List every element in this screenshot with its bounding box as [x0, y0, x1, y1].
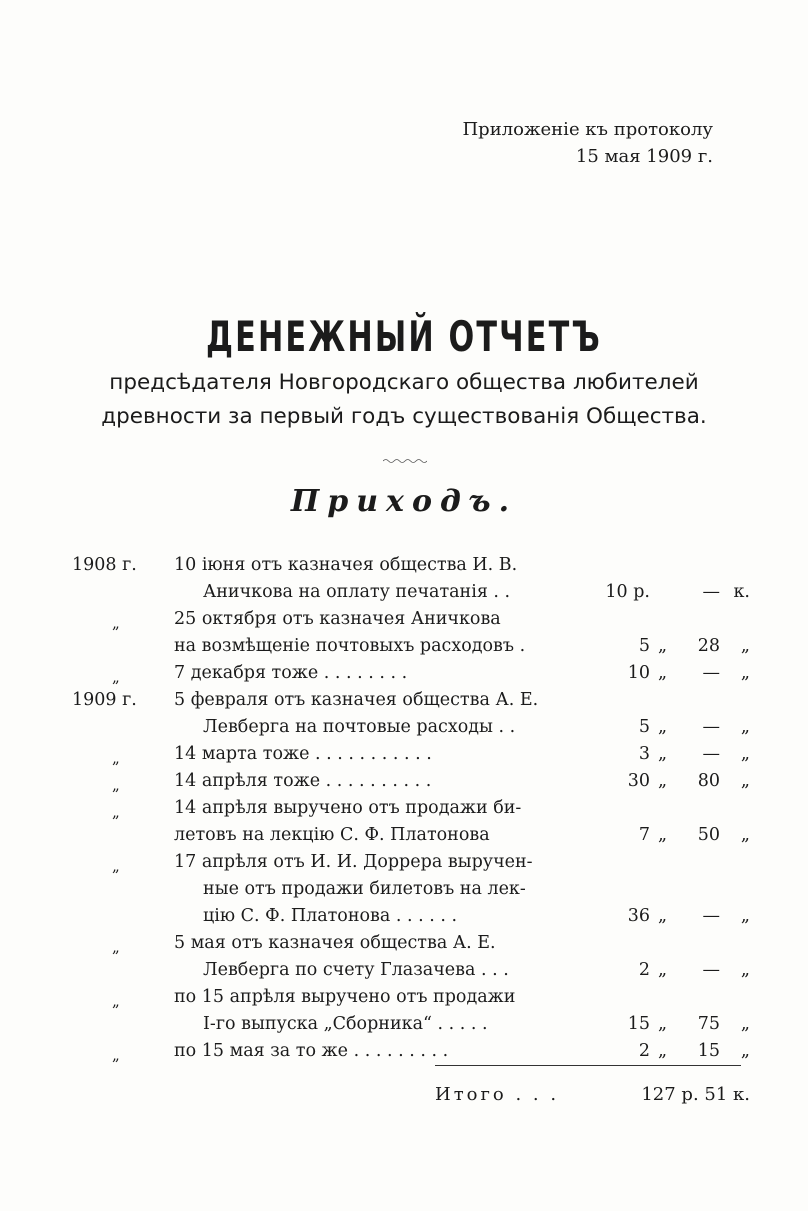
appendix-line-2: 15 мая 1909 г.: [575, 146, 713, 167]
appendix-line-1: Приложеніе къ протоколу: [462, 119, 713, 140]
section-heading: Приходъ.: [290, 484, 518, 519]
entry-amount-r: 7: [638, 825, 650, 845]
entry-amount-u2: „: [740, 960, 750, 980]
entry-amount-r: 5: [638, 636, 650, 656]
entry-year: 1909 г.: [72, 690, 137, 710]
entry-text: Левберга по счету Глазачева . . .: [203, 960, 509, 980]
entry-ditto-mark: „: [112, 668, 120, 686]
ledger-row: [70, 822, 750, 849]
entry-amount-k: —: [702, 744, 720, 764]
entry-ditto-mark: „: [112, 992, 120, 1010]
entry-text: по 15 апрѣля выручено отъ продажи: [174, 987, 516, 1007]
entry-amount-u1: „: [658, 744, 668, 764]
entry-text: 5 мая отъ казначея общества А. Е.: [174, 933, 496, 953]
ledger-row: [70, 552, 750, 579]
entry-text: летовъ на лекцію С. Ф. Платонова: [174, 825, 490, 845]
entry-amount-k: 28: [697, 636, 720, 656]
entry-amount-r: 15: [627, 1014, 650, 1034]
entry-amount-u2: „: [740, 717, 750, 737]
entry-text: 25 октября отъ казначея Аничкова: [174, 609, 501, 629]
entry-amount-u2: „: [740, 636, 750, 656]
entry-ditto-mark: „: [112, 749, 120, 767]
entry-ditto-mark: „: [112, 1046, 120, 1064]
ledger-row: [70, 903, 750, 930]
entry-amount-r: 2: [638, 960, 650, 980]
entry-amount-u1: „: [658, 663, 668, 683]
entry-amount-r: 10 р.: [605, 582, 650, 602]
subtitle-line-2: древности за первый годъ существованія Общества.: [101, 404, 707, 429]
ledger-row: [70, 1011, 750, 1038]
entry-amount-u1: „: [658, 1014, 668, 1034]
ledger-row: [70, 876, 750, 903]
entry-amount-u2: „: [740, 744, 750, 764]
entry-text: 17 апрѣля отъ И. И. Доррера выручен-: [174, 852, 533, 872]
entry-ditto-mark: „: [112, 614, 120, 632]
ornament-divider-icon: [383, 458, 427, 464]
entry-year: 1908 г.: [72, 555, 137, 575]
entry-text: по 15 мая за то же . . . . . . . . .: [174, 1041, 449, 1061]
entry-text: 10 іюня отъ казначея общества И. В.: [174, 555, 518, 575]
entry-amount-u2: „: [740, 663, 750, 683]
ledger-row: [70, 606, 750, 633]
ledger-row: [70, 957, 750, 984]
entry-amount-k: 80: [697, 771, 720, 791]
ledger-row: [70, 687, 750, 714]
ledger-row: [70, 579, 750, 606]
entry-text: I-го выпуска „Сборника“ . . . . .: [203, 1014, 488, 1034]
ledger-row: [70, 768, 750, 795]
ledger-row: [70, 633, 750, 660]
entry-amount-r: 36: [627, 906, 650, 926]
entry-amount-u2: „: [740, 771, 750, 791]
subtitle-line-1: предсѣдателя Новгородскаго общества любителей: [109, 370, 699, 395]
entry-amount-u2: „: [740, 906, 750, 926]
entry-text: Левберга на почтовые расходы . .: [203, 717, 516, 737]
ledger-row: [70, 741, 750, 768]
entry-text: Аничкова на оплату печатанія . .: [203, 582, 511, 602]
entry-amount-u1: „: [658, 960, 668, 980]
entry-text: цію С. Ф. Платонова . . . . . .: [203, 906, 458, 926]
entry-amount-k: —: [702, 906, 720, 926]
entry-text: 14 марта тоже . . . . . . . . . . .: [174, 744, 432, 764]
ledger-row: [70, 930, 750, 957]
entry-amount-r: 2: [638, 1041, 650, 1061]
total-amount: 127 р. 51 к.: [641, 1084, 750, 1105]
entry-ditto-mark: „: [112, 803, 120, 821]
entry-amount-k: 75: [697, 1014, 720, 1034]
entry-amount-k: —: [702, 582, 720, 602]
entry-amount-k: —: [702, 717, 720, 737]
entry-text: 14 апрѣля выручено отъ продажи би-: [174, 798, 522, 818]
ledger-row: [70, 660, 750, 687]
entry-amount-r: 30: [627, 771, 650, 791]
entry-amount-r: 5: [638, 717, 650, 737]
ledger-row: [70, 795, 750, 822]
entry-ditto-mark: „: [112, 776, 120, 794]
ledger-row: [70, 1038, 750, 1065]
entry-text: 14 апрѣля тоже . . . . . . . . . .: [174, 771, 432, 791]
ledger-row: [70, 849, 750, 876]
entry-amount-u1: „: [658, 825, 668, 845]
page-title: ДЕНЕЖНЫЙ ОТЧЕТЪ: [206, 312, 602, 361]
entry-amount-u1: „: [658, 636, 668, 656]
entry-amount-u1: „: [658, 771, 668, 791]
total-rule: [435, 1065, 741, 1066]
entry-amount-u1: „: [658, 717, 668, 737]
entry-amount-u1: „: [658, 906, 668, 926]
entry-amount-u2: „: [740, 1014, 750, 1034]
entry-amount-r: 3: [638, 744, 650, 764]
entry-amount-k: —: [702, 663, 720, 683]
appendix-note: [462, 116, 713, 170]
entry-text: на возмѣщеніе почтовыхъ расходовъ .: [174, 636, 526, 656]
ledger-row: [70, 714, 750, 741]
entry-amount-u1: „: [658, 1041, 668, 1061]
entry-ditto-mark: „: [112, 938, 120, 956]
entry-amount-u2: „: [740, 825, 750, 845]
ledger-table: [70, 552, 750, 1065]
total-label: Итого . . .: [435, 1084, 560, 1105]
ledger-row: [70, 984, 750, 1011]
entry-amount-k: —: [702, 960, 720, 980]
page-subtitle: [0, 366, 808, 434]
entry-amount-u2: к.: [733, 582, 750, 602]
entry-text: 7 декабря тоже . . . . . . . .: [174, 663, 408, 683]
entry-text: ные отъ продажи билетовъ на лек-: [203, 879, 526, 899]
entry-amount-u2: „: [740, 1041, 750, 1061]
entry-amount-k: 50: [697, 825, 720, 845]
entry-amount-r: 10: [627, 663, 650, 683]
entry-text: 5 февраля отъ казначея общества А. Е.: [174, 690, 539, 710]
entry-ditto-mark: „: [112, 857, 120, 875]
entry-amount-k: 15: [697, 1041, 720, 1061]
